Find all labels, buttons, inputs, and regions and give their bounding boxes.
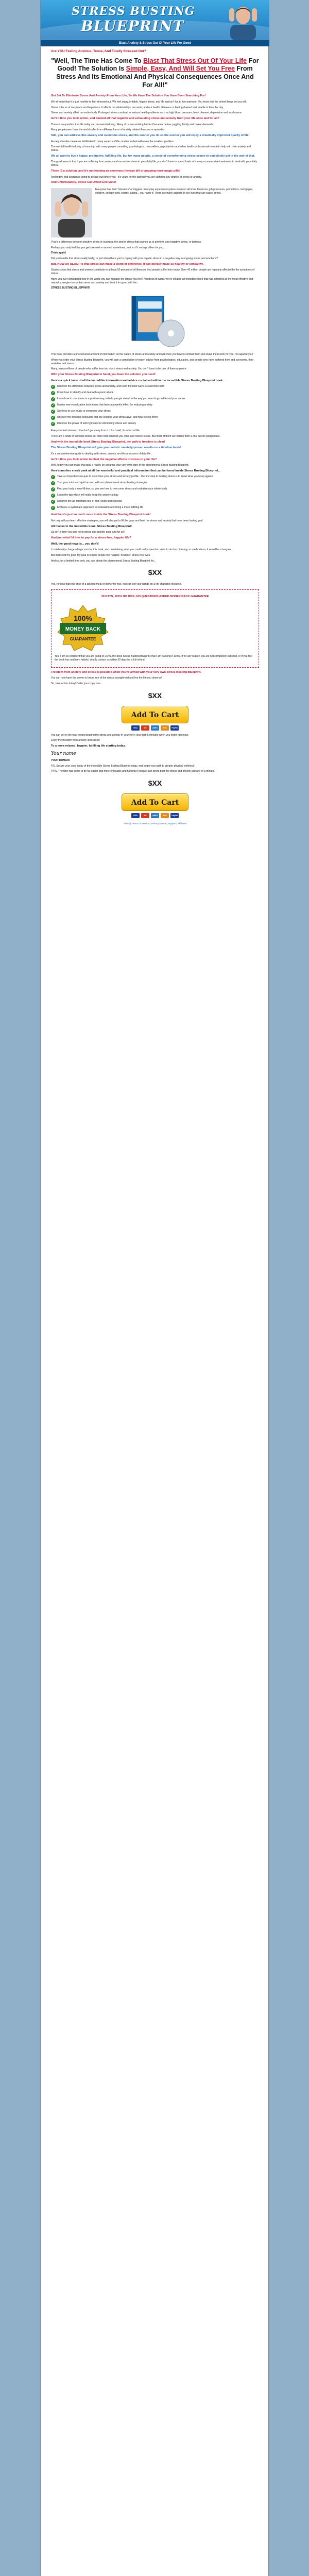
- headline-underline-2: Simple, Easy, And Will Set You Free: [126, 65, 235, 73]
- product-name: STRESS BUSTING BLUEPRINT!: [51, 286, 90, 290]
- list-item: [51, 416, 259, 420]
- subhead-5: There IS a solution, and it's not hosting an enormous therapy bill or popping more magic pills!: [51, 169, 180, 173]
- price-block-3: [51, 778, 259, 788]
- product-book-and-cd-icon: [122, 293, 188, 350]
- paragraph: I could easily charge a large sum for this book, and considering what you could really spend on visits to doctors, therapy, or medications, it would be a bargain.: [51, 548, 232, 552]
- checkmark-icon: ✓: [52, 500, 55, 504]
- checkmark-icon: ✓: [52, 392, 55, 395]
- subhead-7: But, HOW we REACT to that stress can make a world of difference. It can literally make us healthy or unhealthy.: [51, 262, 204, 266]
- price: $XX: [148, 779, 162, 788]
- amex-icon: AMEX: [151, 725, 159, 731]
- subhead-14: And there's just so much more inside the Stress Busting Blueprint book!: [51, 513, 151, 517]
- paragraph: We all know that it is just horrible to feel stressed out. We feel angry, irritable, fidgety, tense, and life just isn't fun to live anymore. You know that the tiniest things set you off.: [51, 100, 247, 104]
- add-to-cart-button[interactable]: Add To Cart: [122, 706, 188, 723]
- paragraph: Perhaps you only feel like you get stressed or worried sometimes, and so it's not a problem for you...: [51, 246, 166, 249]
- paragraph: So isn't it time you said no to stress and anxiety once and for all?: [51, 531, 125, 534]
- bullet-text: See how to use music to overcome your stress: [57, 410, 111, 413]
- list-item: [51, 391, 259, 395]
- headline-part-c: From Stress And Its Emotional And Physical Consequences Once And For All!": [56, 65, 254, 89]
- price: $XX: [148, 568, 162, 577]
- list-item: [51, 385, 259, 389]
- paragraph: Everyone has their "stressors" or triggers. Everyday experiences place strain on all of us. Finances, job pressures, promotions, mortgages, children, college fund, exams, dating... you name it. There are many aspects to our lives that can cause stress.: [95, 188, 253, 195]
- paragraph: Many, many millions of people who suffer from too much stress and anxiety. You don't have to be one of them anymore.: [51, 367, 187, 371]
- header-tagline: Blast Anxiety & Stress Out Of Your Life For Good: [41, 40, 269, 46]
- subhead-12: Isn't it time you took action to blast the negative effects of stress in your life?: [51, 457, 157, 461]
- subhead-2: Isn't it time you took action, and blasted all that negative and exhausting stress and anxiety from your life once and for all?: [51, 117, 219, 121]
- list-item: [51, 487, 259, 492]
- checkmark-icon: ✓: [52, 404, 55, 408]
- paragraph: This book provides a phenomenal amount of information on the nature of stress and anxiety and will show you how to combat them and make them work for you, not against you!: [51, 353, 253, 357]
- paragraph: Yes, I am so confident that you are going to LOVE the book Stress Busting Blueprint that I am backing it 100%. If for any reason you are not completely satisfied, or if you feel the book has not been helpful, simply contact us within 30 days for a full refund.: [55, 655, 252, 662]
- list-item: [51, 397, 259, 401]
- payment-cards: [51, 725, 259, 731]
- paragraph: Stress and anxiety affect our entire body. Prolonged stress can lead to serious health problems such as high blood pressure, heart disease, depression and much more.: [51, 111, 243, 115]
- main-headline: [51, 57, 259, 90]
- discover-icon: DISC: [161, 725, 169, 731]
- ps-1: P.S. Secure your copy today of the incredible Stress Busting Blueprint today, and begin your path to greater physical wellness!: [51, 764, 195, 768]
- stressed-woman-photo: [51, 188, 92, 238]
- checkmark-icon: ✓: [52, 416, 55, 420]
- subhead-8: With your Stress Busting Blueprint in hand, you have the solution you need!: [51, 373, 156, 377]
- mastercard-icon: MC: [141, 725, 149, 731]
- subhead-6: And Unfortunately, Stress Can Affect Everyone!: [51, 181, 116, 184]
- stressed-woman-row: [51, 188, 259, 238]
- checkmark-icon: ✓: [52, 494, 55, 498]
- add-to-cart-button-2[interactable]: Add To Cart: [122, 793, 188, 811]
- bullet-text: Embrace a systematic approach for relaxation and living a more fulfilling life: [57, 506, 144, 510]
- paragraph: Stress robs us of our peace and happiness. It affects our relationships, our work, and our health. It leaves us feeling drained and unable to face the day.: [51, 106, 224, 109]
- checkmark-icon: ✓: [52, 410, 55, 414]
- subhead-15: All thanks to the incredible book, Stress Busting Blueprint!: [51, 524, 132, 528]
- bullet-text: Uncover the blocking behaviors that are keeping your stress alive, and how to stop them: [57, 416, 158, 419]
- checkmark-icon: ✓: [52, 422, 55, 426]
- bullet-text: Know how to identify and deal with a panic attack: [57, 391, 113, 395]
- subhead-16: And just what I'd love to pay for a stress-free, happier life?: [51, 536, 131, 539]
- header-banner: [41, 0, 269, 40]
- paragraph: So, take action today! Order your copy now...: [51, 682, 102, 686]
- bullet-text: Find your body a new fill-box, so you see how to overcome stress and revitalize your whole body: [57, 487, 167, 491]
- paragraph: And so, for a limited time only, you can obtain the phenomenal Stress Busting Blueprint for...: [51, 559, 156, 563]
- your-domain: YOUR DOMAIN: [51, 758, 70, 762]
- list-item: [51, 410, 259, 414]
- ps-2: P.P.S. The time has come to be far easier and more enjoyable and fulfilling if you just can get to beat the stress and anxiety just any of a minute?: [51, 770, 216, 773]
- paragraph: Did you handle that stress really badly, or just when there you're coping with your regular stress in a negative way in ongoing stress and emotions?: [51, 257, 218, 261]
- bullet-text: Master new visualization techniques that have a powerful effect for reducing anxiety: [57, 403, 153, 407]
- product-image-wrap: [51, 293, 259, 350]
- header-title-line1: STRESS BUSTING: [72, 5, 195, 18]
- paragraph: There is no question that life today can be overwhelming. Many of us are working harder than ever before, juggling family and career demands.: [51, 123, 214, 126]
- headline-part-b: For Good! The Solution Is: [57, 57, 259, 73]
- footer-links[interactable]: About | Terms Of Service | Privacy Notice | Support | Affiliates: [123, 822, 187, 825]
- paragraph: Studies show that stress and anxiety contribute to at least 50 percent of all illnesses that people suffer from today. Over 43 million people are regularly affected by the symptoms of stress.: [51, 268, 255, 276]
- guarantee-word: GUARANTEE: [70, 636, 96, 641]
- subhead-11: The Stress Busting Blueprint will give you realistic mentally-proven results on a timeline basis!: [51, 446, 181, 450]
- list-item: [51, 422, 259, 426]
- bullet-text: Turn your mind and spirit around with our phenomenal stress busting strategies: [57, 481, 148, 485]
- bullet-text: Discover the power of self-hypnosis for eliminating stress and anxiety: [57, 422, 136, 426]
- checkmark-icon: ✓: [52, 488, 55, 492]
- subhead-20: To a more relaxed, happier, fulfilling life starting today,: [51, 744, 126, 748]
- paragraph: Many people even have the world suffer from different forms of anxiety related illnesses or episodes...: [51, 128, 167, 132]
- guarantee-money-back: MONEY BACK: [65, 626, 101, 632]
- paragraph: And today, that solution is going to be laid out before you - it's yours for the taking if you are suffering any degree of stress or anxiety.: [51, 175, 202, 179]
- paragraph: But that's not my goal. My goal is to help people live happier, healthier, stress-free lives.: [51, 553, 151, 557]
- paragraph: It's a comprehensive guide to dealing with stress, anxiety, and the pressures of daily life...: [51, 452, 153, 455]
- money-back-seal-icon: [55, 604, 111, 651]
- price: $XX: [148, 691, 162, 700]
- paragraph: Yes, for less than the price of a takeout meal or dinner for two, you can get your hands on a life-changing resource.: [51, 583, 182, 586]
- price-block-1: [51, 568, 259, 578]
- paragraph: You can now have the power to break free of the stress stranglehold and live the life you deserve!: [51, 676, 162, 680]
- paragraph: The good news is that if you are suffering from anxiety and excessive stress in your daily life, you don't have to spend loads of money on expensive treatments to deal with your daily stress.: [51, 160, 257, 167]
- discover-icon: DISC: [161, 813, 169, 818]
- guarantee-heading: 30 DAYS, 100% NO RISK, NO QUESTIONS ASKED MONEY-BACK GUARANTEE: [101, 595, 209, 598]
- subhead-19: Freedom from anxiety and stress is possible when you're armed with your very own Stress Busting Blueprint.: [51, 670, 201, 674]
- paragraph: There are 6 kinds of self-help books out there that can help you relax and relieve stress. But most of them are written from a one person perspective.: [51, 434, 220, 438]
- paragraph: When you order your Stress Busting Blueprint, you will gain a compilation of expert advice from psychologists, educators, and people who have suffered from and overcome, their anxieties and stress.: [51, 358, 254, 365]
- paypal-icon: PayPal: [170, 813, 179, 818]
- benefit-list: [51, 385, 259, 426]
- bullet-text: Learn the tips which will really keep the anxiety at bay: [57, 494, 118, 497]
- price-block-2: [51, 691, 259, 701]
- visa-icon: VISA: [131, 725, 140, 731]
- bullet-text: Learn how to use stress in a positive way, to help you get ahead in the way you want to go in life and your career: [57, 397, 185, 401]
- checkmark-icon: ✓: [52, 476, 55, 479]
- list-item: [51, 481, 259, 485]
- checkmark-icon: ✓: [52, 385, 55, 389]
- subhead-4: We all want to live a happy, productive, fulfilling life, but for many people, a sense of overwhelming stress seems to completely get in the way of that.: [51, 154, 255, 158]
- headline-part-a: "Well, The Time Has Come To: [51, 57, 144, 64]
- guarantee-percent: 100%: [74, 614, 92, 622]
- payment-cards-2: [51, 813, 259, 818]
- visa-icon: VISA: [131, 813, 140, 818]
- paragraph: Have you ever considered how in the world you can manage the stress you feel? Needless to worry, we've created an incredible book that has compiled all the most effective and natural strategies to combat stress and anxiety and beat it for good with the...: [51, 277, 253, 284]
- bullet-text: Discover the all-important role of diet, sleep and exercise: [57, 500, 122, 503]
- content-frame: [40, 0, 269, 2576]
- paragraph: Not only will you learn effective strategies, you will also get to fill the gaps and beat the stress and anxiety that have been hurting you!: [51, 519, 203, 522]
- paragraph: That's a difference between positive stress or eustress, the kind of stress that pushes us to perform, and negative stress, or distress.: [51, 240, 202, 244]
- subhead-13: Here's another sneak peek at all the wonderful and practical information that can be found inside Stress Busting Blueprint...: [51, 469, 221, 472]
- signature: Your name: [51, 751, 76, 756]
- subhead-10: And with the incredible book Stress Busting Blueprint, the path to freedom is clear!: [51, 440, 165, 444]
- think-again: Think again!: [51, 251, 66, 255]
- mastercard-icon: MC: [141, 813, 149, 818]
- bullet-text: Take a comprehensive quiz to determine your stress and anxiety profile... the first step to beating stress is to know what you're up against: [57, 475, 214, 479]
- amex-icon: AMEX: [151, 813, 159, 818]
- paragraph: Enjoy the freedom from anxiety and stress!: [51, 739, 100, 742]
- intro-lead: Are YOU Feeling Anxious, Tense, And Totally Stressed Out?: [51, 49, 146, 53]
- stressed-man-icon: [225, 3, 261, 40]
- list-item: [51, 500, 259, 504]
- checkmark-icon: ✓: [52, 482, 55, 485]
- headline-underline-1: Blast That Stress Out Of Your Life: [143, 57, 247, 64]
- list-item: [51, 403, 259, 408]
- subhead-9: Here's a quick taste of all the incredible information and advice contained within the incredible Stress Busting Blueprint book...: [51, 379, 225, 382]
- subhead-1: Get Set To Eliminate Stress And Anxiety From Your Life, So We Have The Solution You Have Been Searching For!: [51, 94, 206, 98]
- subhead-3: Still, you can address this anxiety and overcome stress, and the sooner you do so the sooner you will enjoy a drastically improved quality of life!: [51, 134, 250, 138]
- header-title-line2: BLUEPRINT: [81, 18, 184, 35]
- list-item: [51, 475, 259, 479]
- paragraph: The mental health industry is booming, with many people consulting psychologists, counsellors, psychiatrists and other health professionals to obtain help with their anxiety and stress.: [51, 145, 251, 152]
- sales-copy: [51, 49, 259, 829]
- checkmark-icon: ✓: [52, 506, 55, 510]
- bullet-text: Discover the difference between stress and anxiety, and learn the best ways to overcome both: [57, 385, 165, 388]
- paragraph: Anxiety disorders leave us debilitated in many aspects of life, unable to deal with even the smallest problem.: [51, 140, 175, 143]
- checkmark-icon: ✓: [52, 398, 55, 401]
- paragraph: You can be on the way toward beating the stress and anxiety in your life in less than 5 minutes when you order right now.: [51, 733, 189, 737]
- guarantee-box: [51, 589, 259, 668]
- subhead-17: Well, the good news is... you don't!: [51, 542, 99, 546]
- paypal-icon: PayPal: [170, 725, 179, 731]
- list-item: [51, 494, 259, 498]
- list-item: [51, 506, 259, 510]
- benefit-list-2: [51, 475, 259, 510]
- paragraph: Everyone feel stressed. You don't get away from it. Like I said, it's a fact of life.: [51, 429, 141, 433]
- paragraph: Well, today you can make that goal a reality, by securing your very own copy of the phenomenal Stress Busting Blueprint.: [51, 464, 190, 467]
